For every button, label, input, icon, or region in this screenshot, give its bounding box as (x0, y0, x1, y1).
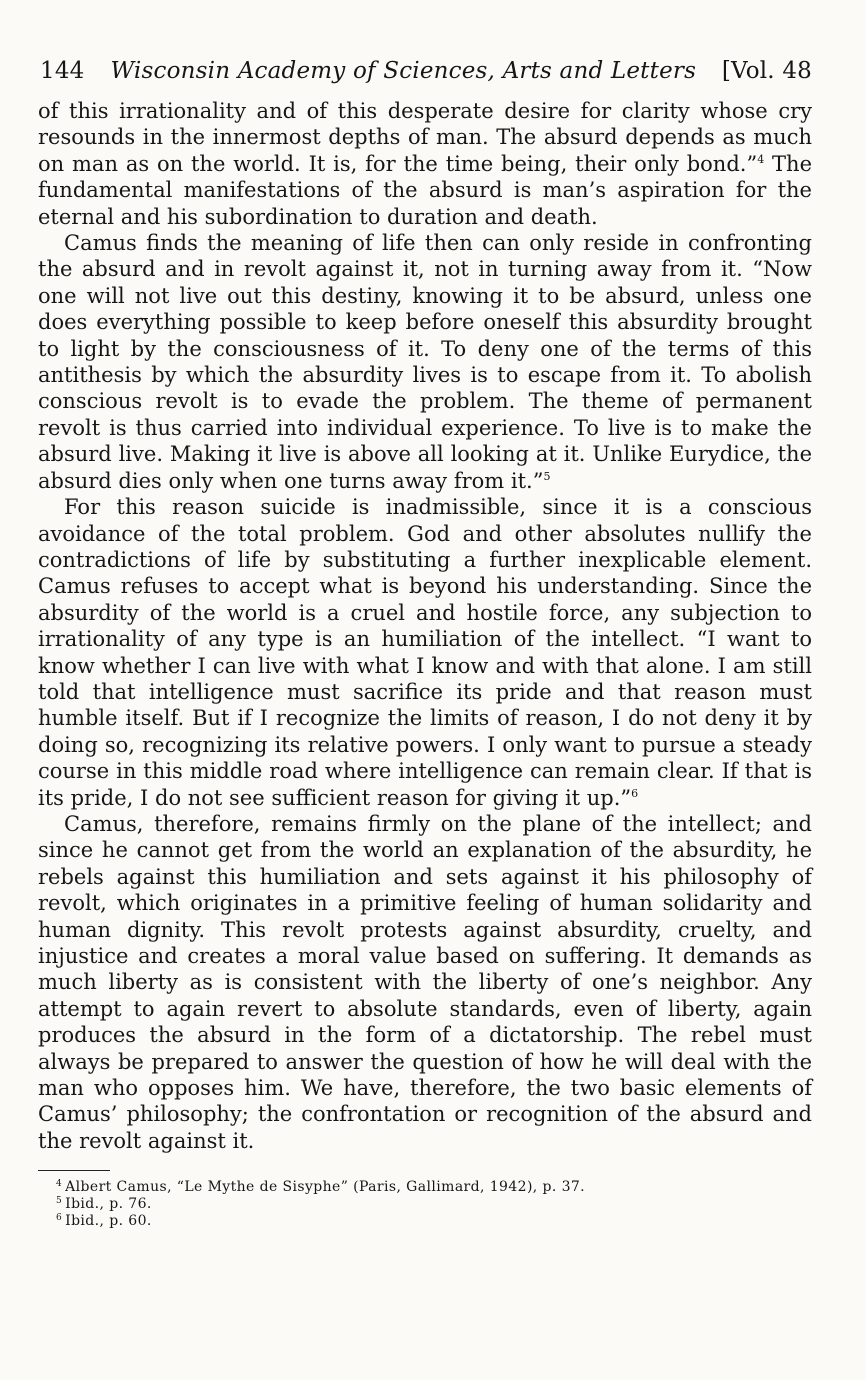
footnote-number: 6 (56, 1213, 63, 1224)
footnote-text: Ibid., p. 76. (65, 1196, 152, 1213)
body-text (38, 98, 812, 1154)
paragraph-3-text: For this reason suicide is inadmissible, since it is a conscious avoidance of the total problem. God and other absolutes nullify the contradictions of life by substituting a further inexplicable element. Camus refuses to accept what is beyond his understanding. Since the absurdity of the world is a cruel and hostile force, any subjection to irrationality of any type is an humiliation of the intellect. “I want to know whether I can live with what I know and with that alone. I am still told that intelligence must sacrifice its pride and that reason must humble itself. But if I recognize the limits of reason, I do not deny it by doing so, recognizing its relative powers. I only want to pursue a steady course in this middle road where intelligence can remain clear. If that is its pride, I do not see sufficient reason for giving it up.” (38, 495, 812, 810)
footnote-6 (56, 1213, 812, 1230)
paragraph-1-text-a: of this irrationality and of this desperate desire for clarity whose cry resounds in the innermost depths of man. The absurd depends as much on man as on the world. It is, for the time being, their only bond.” (38, 99, 812, 176)
volume-label: [Vol. 48 (721, 58, 812, 84)
footnote-5 (56, 1196, 812, 1213)
footnote-text: Ibid., p. 60. (65, 1213, 152, 1230)
footnote-ref-6: 6 (631, 786, 639, 800)
paragraph-4 (38, 811, 812, 1154)
footnote-number: 4 (56, 1179, 63, 1190)
paragraph-2-text: Camus finds the meaning of life then can only reside in confronting the absurd and in revolt against it, not in turning away from it. “Now one will not live out this destiny, knowing it to be absurd, unless one does everything possible to keep before oneself this absurdity brought to light by the consciousness of it. To deny one of the terms of this antithesis by which the absurdity lives is to escape from it. To abolish conscious revolt is to evade the problem. The theme of permanent revolt is thus carried into individual experience. To live is to make the absurd live. Making it live is above all looking at it. Unlike Eurydice, the absurd dies only when one turns away from it.” (38, 231, 812, 493)
footnote-number: 5 (56, 1196, 63, 1207)
paragraph-4-text: Camus, therefore, remains firmly on the plane of the intellect; and since he cannot get from the world an explanation of the absurdity, he rebels against this humiliation and sets against it his philosophy of revolt, which originates in a primitive feeling of human solidarity and human dignity. This revolt protests against absurdity, cruelty, and injustice and creates a moral value based on suffering. It demands as much liberty as is consistent with the liberty of one’s neighbor. Any attempt to again revert to absolute standards, even of liberty, again produces the absurd in the form of a dictatorship. The rebel must always be prepared to answer the question of how he will deal with the man who opposes him. We have, therefore, the two basic elements of Camus’ philosophy; the confrontation or recognition of the absurd and the revolt against it. (38, 811, 812, 1153)
footnote-ref-5: 5 (543, 469, 551, 483)
paragraph-1-text-b: The fundamental manifestations of the absurd is man’s aspiration for the eternal and his subordination to duration and death. (38, 151, 812, 229)
footnote-ref-4: 4 (757, 152, 765, 166)
running-head (40, 58, 812, 84)
footnote-divider (38, 1170, 110, 1171)
footnote-4 (56, 1179, 812, 1196)
footnotes (38, 1179, 812, 1230)
paragraph-2 (38, 230, 812, 494)
paragraph-3 (38, 494, 812, 811)
journal-title: Wisconsin Academy of Sciences, Arts and Letters (110, 58, 697, 84)
footnote-text: Albert Camus, “Le Mythe de Sisyphe” (Paris, Gallimard, 1942), p. 37. (65, 1179, 586, 1196)
page-number: 144 (40, 58, 85, 84)
paragraph-1 (38, 98, 812, 230)
